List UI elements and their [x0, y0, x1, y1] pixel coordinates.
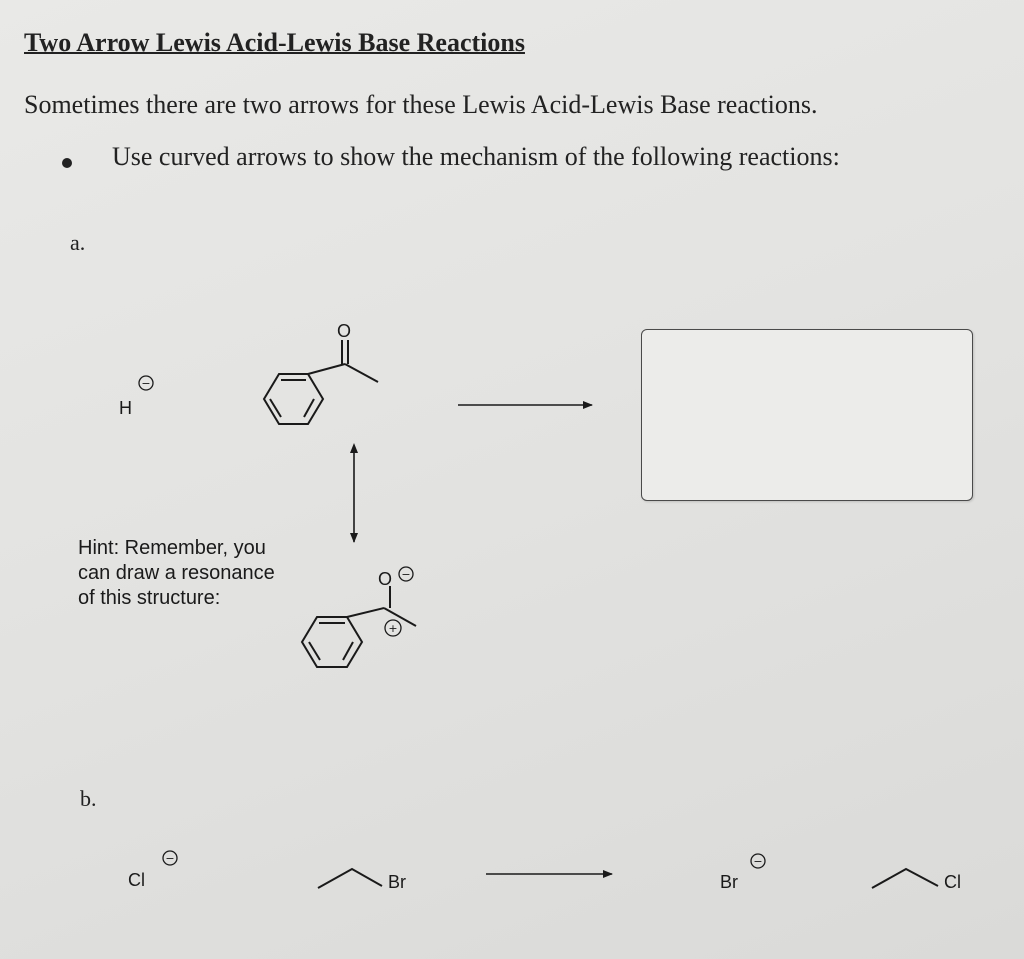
bromide-leaving-group [720, 854, 765, 892]
resonance-oxygen: O [378, 569, 393, 589]
oxygen-charge: − [401, 568, 411, 581]
instruction-text: Use curved arrows to show the mechanism of the following reactions: [112, 142, 840, 171]
hint-line-1: Hint: Remember, you [78, 537, 266, 559]
carbon-charge: + [388, 622, 398, 635]
hydride-symbol: H [119, 398, 132, 418]
carbonyl-oxygen: O [337, 321, 352, 341]
intro-text: Sometimes there are two arrows for these Lewis Acid-Lewis Base reactions. [24, 90, 818, 119]
page-title: Two Arrow Lewis Acid-Lewis Base Reactions [24, 28, 525, 57]
hydride-nucleophile [119, 376, 153, 418]
bromide-symbol: Br [720, 872, 738, 892]
ethyl-bromide-chain [318, 869, 382, 888]
bromide-charge: − [753, 855, 763, 868]
ethyl-chloride-chain [872, 869, 938, 888]
chloride-symbol: Cl [128, 870, 145, 890]
product-chlorine: Cl [944, 872, 961, 892]
hydride-charge: − [141, 377, 151, 390]
hint-line-3: of this structure: [78, 587, 221, 609]
chloride-nucleophile [128, 851, 177, 890]
part-a-label: a. [70, 230, 86, 255]
part-b-label: b. [80, 786, 97, 811]
hint-line-2: can draw a resonance [78, 562, 275, 584]
chloride-charge: − [165, 852, 175, 865]
substrate-bromine: Br [388, 872, 406, 892]
acetophenone-structure [264, 340, 378, 424]
